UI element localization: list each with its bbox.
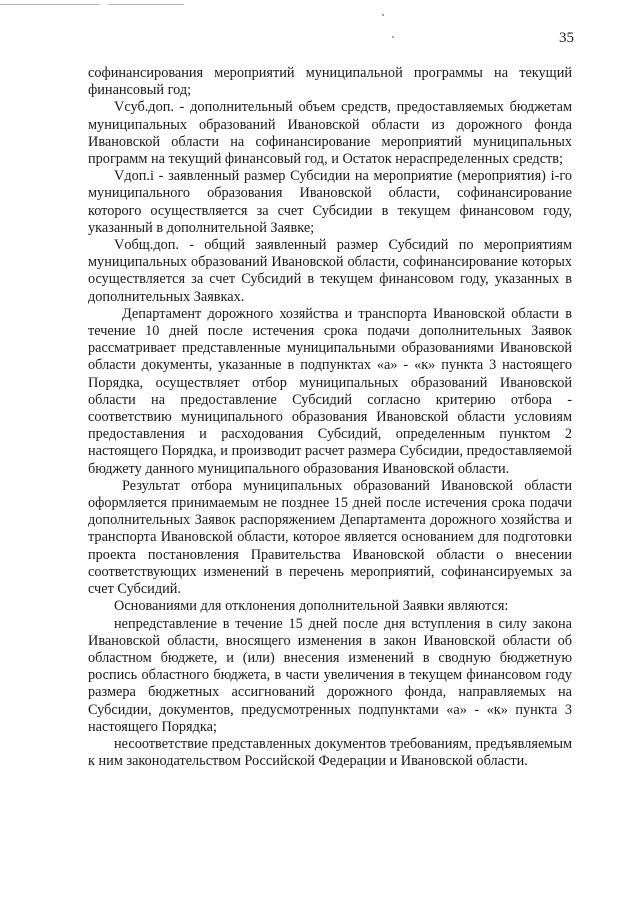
paragraph-rejection-grounds: Основаниями для отклонения дополнительной Заявки являются: xyxy=(114,598,509,615)
page-number: 35 xyxy=(559,30,574,46)
scan-speck xyxy=(392,36,394,38)
paragraph-continuation: софинансирования мероприятий муниципальной программы на текущий финансовый год; xyxy=(88,65,572,99)
paragraph-vdop-definition: Vдоп.i - заявленный размер Субсидии на мероприятие (мероприятия) i-го муниципального образования Ивановской области, софинансирование которого осуществляется за счет Субсидии в текущем финансовом году, указанный в дополнительной Заявке; xyxy=(88,168,572,236)
paragraph-vobsh-definition: Vобщ.доп. - общий заявленный размер Субсидий по мероприятиям муниципальных образований Ивановской области, софинансирование которых осуществляется за счет Субсидий в текущем финансовом году, указанных в дополнительных Заявках. xyxy=(88,237,572,305)
document-body xyxy=(88,65,572,770)
paragraph-department-review: Департамент дорожного хозяйства и транспорта Ивановской области в течение 10 дней после истечения срока подачи дополнительных Заявок рассматривает представленные муниципальными образованиями Ивановской области документы, указанные в подпунктах «а» - «к» пункта 3 настоящего Порядка, осуществляет отбор муниципальных образований Ивановской области на предоставление Субсидий согласно критерию отбора - соответствию муниципального образования Ивановской области условиям предоставления и расходования Субсидий, определенным пунктом 2 настоящего Порядка, и производит расчет размера Субсидии, предоставляемой бюджету данного муниципального образования Ивановской области. xyxy=(88,305,572,477)
paragraph-rejection-item-2: несоответствие представленных документов требованиям, предъявляемым к ним законодательством Российской Федерации и Ивановской области. xyxy=(88,735,572,770)
scan-speck xyxy=(382,14,384,16)
paragraph-rejection-item-1: непредставление в течение 15 дней после дня вступления в силу закона Ивановской области, вносящего изменения в закон Ивановской области об областном бюджете, и (или) внесения изменений в сводную бюджетную роспись областного бюджета, в части увеличения в текущем финансовом году размера бюджетных ассигнований дорожного фонда, направляемых на Субсидии, документов, предусмотренных подпунктами «а» - «к» пункта 3 настоящего Порядка; xyxy=(88,615,572,735)
top-scan-rule xyxy=(108,4,184,5)
paragraph-selection-result: Результат отбора муниципальных образований Ивановской области оформляется принимаемым не позднее 15 дней после истечения срока подачи дополнительных Заявок распоряжением Департамента дорожного хозяйства и транспорта Ивановской области, которое является основанием для подготовки проекта постановления Правительства Ивановской области о внесении соответствующих изменений в перечень мероприятий, софинансируемых за счет Субсидий. xyxy=(88,477,572,598)
top-scan-rule xyxy=(0,4,100,5)
paragraph-vsub-definition: Vсуб.доп. - дополнительный объем средств, предоставляемых бюджетам муниципальных образований Ивановской области из дорожного фонда Ивановской области на софинансирование мероприятий муниципальных программ на текущий финансовый год, и Остаток нераспределенных средств; xyxy=(88,99,572,168)
